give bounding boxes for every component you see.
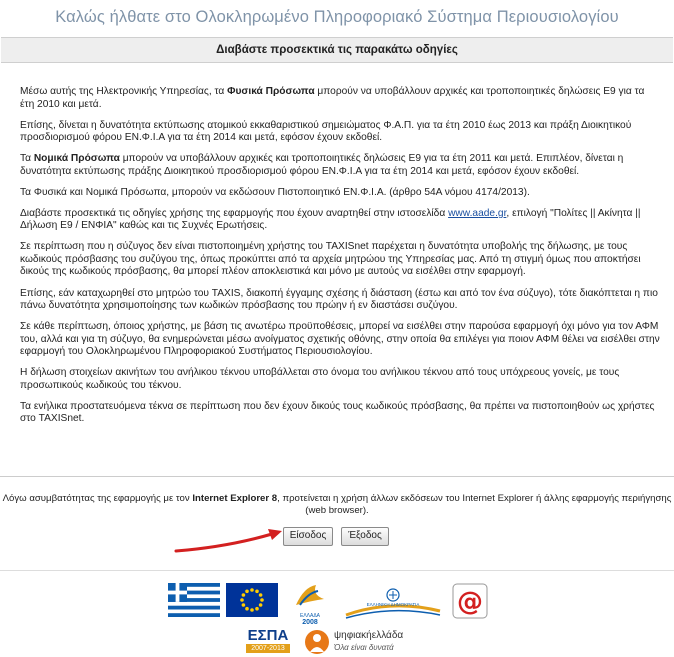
text: Τα bbox=[20, 153, 34, 165]
instructions-heading: Διαβάστε προσεκτικά τις παρακάτω οδηγίες bbox=[1, 37, 673, 63]
digital-greece-slogan: Όλα είναι δυνατά bbox=[334, 643, 394, 652]
text: Λόγω ασυμβατότητας της εφαρμογής με τον bbox=[2, 493, 193, 504]
svg-text:@: @ bbox=[457, 587, 483, 617]
instructions-body bbox=[20, 86, 660, 434]
presidency-year: 2008 bbox=[302, 619, 318, 626]
paragraph-printing: Επίσης, δίνεται η δυνατότητα εκτύπωσης ατομικού εκκαθαριστικού σημειώματος Φ.Α.Π. για τα έτη 2010 έως 2013 και πράξη Διοικητικού προσδιορισμού φόρου ΕΝ.Φ.Ι.Α για τα έτη 2014 και μετά, εφόσον έχουν εκδοθεί. bbox=[20, 119, 632, 144]
paragraph-legal-entities bbox=[20, 153, 660, 178]
text: , επιλογή "Πολίτες || Ακίνητα || Δήλωση Ε9 / ΕΝΦΙΑ" καθώς και τις Συχνές Ερωτήσεις. bbox=[20, 207, 641, 232]
red-arrow-icon bbox=[172, 525, 292, 555]
action-buttons bbox=[0, 527, 674, 547]
browser-compatibility-note bbox=[0, 493, 674, 517]
eu-flag-icon bbox=[226, 583, 278, 617]
enter-button[interactable]: Είσοδος bbox=[283, 527, 333, 546]
paragraph-any-case: Σε κάθε περίπτωση, όποιος χρήστης, με βάση τις ανωτέρω προϋποθέσεις, μπορεί να εισέλθει στην παρούσα εφαρμογή όχι μόνο για τον ΑΦΜ του, αλλά και για τη σύζυγο, θα ενημερώνεται μέσω ανοίγματος σχετικής οθόνης, στην οποία θα επιλέγει για ποιον ΑΦΜ θέλει να εισέλθει στην εφαρμογή του Ολοκληρωμένου Πληροφοριακού Συστήματος Περιουσιολογίου. bbox=[20, 321, 660, 358]
legal-entities-label: Νομικά Πρόσωπα bbox=[33, 153, 120, 165]
paragraph-guidelines bbox=[20, 208, 660, 233]
paragraph-divorce: Επίσης, εάν καταχωρηθεί στο μητρώο του TAXIS, διακοπή έγγαμης σχέσης ή διάσταση (έστω και από τον ένα σύζυγο), τότε διακόπτεται η πιο πάνω δυνατότητα χρησιμοποίησης των κωδικών πρόσβασης του πρώην ή εν διαστάσει συζύγου. bbox=[20, 287, 658, 312]
digital-greece-title: ψηφιακήελλάδα bbox=[334, 630, 404, 641]
logo-divider bbox=[0, 570, 674, 571]
paragraph-certificate: Τα Φυσικά και Νομικά Πρόσωπα, μπορούν να εκδώσουν Πιστοποιητικό ΕΝ.Φ.Ι.Α. (άρθρο 54Α νόμου 4174/2013). bbox=[20, 186, 530, 198]
espa-years: 2007-2013 bbox=[246, 644, 290, 653]
page-title: Καλώς ήλθατε στο Ολοκληρωμένο Πληροφοριακό Σύστημα Περιουσιολογίου bbox=[55, 8, 619, 26]
divider bbox=[0, 476, 674, 477]
digital-greece-logo bbox=[304, 628, 414, 656]
paragraph-natural-persons bbox=[20, 86, 660, 111]
text: , προτείνεται η χρήση άλλων εκδόσεων του Internet Explorer ή άλλης εφαρμογής περιήγησης (web browser). bbox=[277, 493, 672, 516]
exit-button[interactable]: Έξοδος bbox=[341, 527, 389, 546]
text: Μέσω αυτής της Ηλεκτρονικής Υπηρεσίας, τα bbox=[20, 86, 228, 97]
presidency-label: ΕΛΛΑΔΑ bbox=[299, 613, 321, 619]
presidency-2008-logo bbox=[290, 581, 330, 625]
espa-logo bbox=[240, 628, 296, 656]
natural-persons-label: Φυσικά Πρόσωπα bbox=[227, 86, 315, 97]
paragraph-spouse: Σε περίπτωση που η σύζυγος δεν είναι πιστοποιημένη χρήστης του TAXISnet παρέχεται η δυνατότητα υποβολής της δήλωσης, με τους κωδικούς πρόσβασης του συζύγου της, όπως προκύπτει από τα αρχεία μητρώου της Υπηρεσίας μας. Από τη στιγμή όμως που αποκτήσει δικούς της κωδικούς πρόσβασης, θα μπορεί πλέον αποκλειστικά και μόνο με αυτούς να εισέλθει στην εφαρμογή. bbox=[20, 241, 641, 278]
aade-link[interactable]: www.aade.gr bbox=[448, 207, 507, 219]
ministry-label: ΕΛΛΗΝΙΚΗ ΔΗΜΟΚΡΑΤΙΑ bbox=[366, 602, 420, 607]
digital-greece-emblem-icon bbox=[304, 628, 330, 656]
presidency-emblem-icon bbox=[290, 581, 330, 609]
text: μπορούν να υποβάλλουν αρχικές και τροποποιητικές δηλώσεις Ε9 για τα έτη 2011 και μετά. Επιπλέον, δίνεται η δυνατότητα εκτύπωσης πράξης Διοικητικού προσδιορισμού φόρου ΕΝ.Φ.Ι.Α για τα έτη 2014 και μετά, εφόσον έχουν εκδοθεί. bbox=[20, 153, 624, 177]
hellenic-republic-logo bbox=[342, 585, 444, 621]
ie8-label: Internet Explorer 8 bbox=[192, 493, 278, 504]
greek-flag-icon bbox=[168, 583, 220, 617]
paragraph-minor-child: Η δήλωση στοιχείων ακινήτων του ανήλικου τέκνου υποβάλλεται στο όνομα του ανήλικου τέκνου από τους υπόχρεους γονείς, με τους προσωπικούς κωδικούς του τέκνου. bbox=[20, 367, 620, 391]
paragraph-adult-children: Τα ενήλικα προστατευόμενα τέκνα σε περίπτωση που δεν έχουν δικούς τους κωδικούς πρόσβασης, θα πρέπει να πιστοποιηθούν ως χρήστες στο TAXISnet. bbox=[20, 400, 655, 425]
espa-title: ΕΣΠΑ bbox=[247, 627, 289, 644]
text: μπορούν να υποβάλλουν αρχικές και τροποποιητικές δηλώσεις Ε9 για τα έτη 2010 και μετά. bbox=[20, 86, 645, 110]
text: Διαβάστε προσεκτικά τις οδηγίες χρήσης της εφαρμογής που έχουν αναρτηθεί στην ιστοσελίδα bbox=[20, 207, 449, 219]
at-sign-icon bbox=[452, 583, 488, 619]
